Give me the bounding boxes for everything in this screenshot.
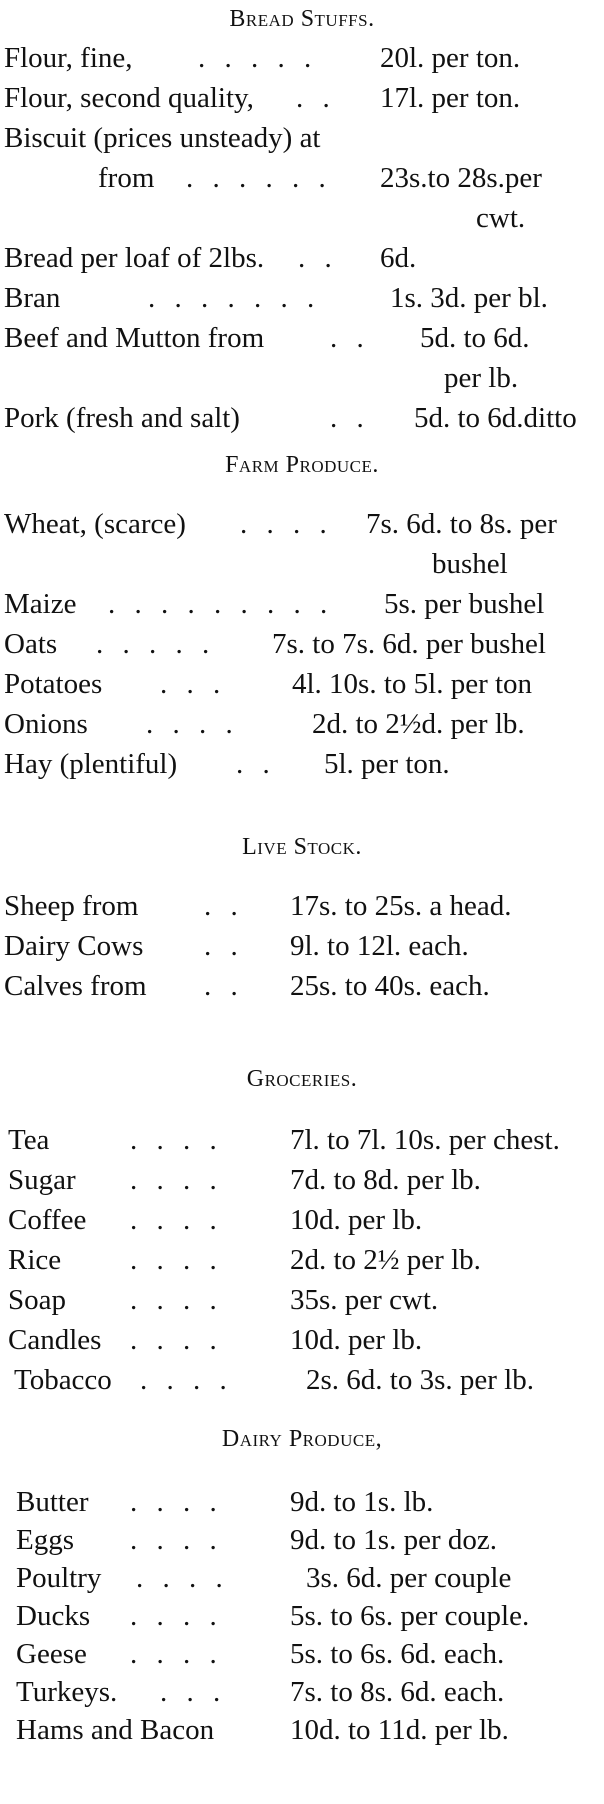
item-price: 3s. 6d. per couple <box>306 1562 512 1594</box>
price-row <box>0 398 604 438</box>
item-price: 7s. to 7s. 6d. per bushel <box>272 628 546 660</box>
item-price: 9l. to 12l. each. <box>290 930 469 962</box>
item-name: Oats <box>4 628 58 660</box>
item-name: Soap <box>8 1284 66 1316</box>
price-row <box>0 584 604 624</box>
price-row <box>0 158 604 238</box>
section-groceries <box>0 1060 604 1400</box>
price-row <box>0 118 604 158</box>
price-row <box>0 704 604 744</box>
price-row <box>0 78 604 118</box>
price-row <box>0 38 604 78</box>
item-price: 1s. 3d. per bl. <box>390 282 548 314</box>
section-heading: Live Stock. <box>242 834 362 860</box>
item-price: 9d. to 1s. lb. <box>290 1486 434 1518</box>
item-price: 5d. to 6d.ditto <box>414 402 577 434</box>
item-name: Coffee <box>8 1204 87 1236</box>
item-name: Candles <box>8 1324 102 1356</box>
item-name: Bread per loaf of 2lbs. <box>4 242 265 274</box>
leader-dots: . . . . <box>130 1284 223 1316</box>
price-row <box>0 1558 604 1596</box>
item-price: 35s. per cwt. <box>290 1284 439 1316</box>
price-row <box>0 1596 604 1634</box>
item-name: Tea <box>8 1124 50 1156</box>
price-row <box>0 1360 604 1400</box>
item-name: Wheat, (scarce) <box>4 508 186 540</box>
leader-dots: . . . . <box>130 1324 223 1356</box>
item-price: 2d. to 2½ per lb. <box>290 1244 481 1276</box>
price-row <box>0 504 604 584</box>
item-price: 9d. to 1s. per doz. <box>290 1524 497 1556</box>
item-name: Eggs <box>16 1524 74 1556</box>
price-row <box>0 318 604 398</box>
price-row <box>0 1634 604 1672</box>
price-row <box>0 926 604 966</box>
price-row <box>0 1482 604 1520</box>
item-price: 20l. per ton. <box>380 42 521 74</box>
leader-dots: . . <box>204 970 244 1002</box>
item-name: Butter <box>16 1486 89 1518</box>
leader-dots: . . . <box>160 1676 227 1708</box>
price-row <box>0 1200 604 1240</box>
item-price: 23s.to 28s.per <box>380 162 542 194</box>
leader-dots: . . . . <box>146 708 239 740</box>
leader-dots: . . . . <box>130 1524 223 1556</box>
leader-dots: . . . . <box>140 1364 233 1396</box>
leader-dots: . . <box>298 242 338 274</box>
item-price-continued: per lb. <box>444 362 519 394</box>
section-farm-produce <box>0 446 604 784</box>
leader-dots: . . <box>204 890 244 922</box>
leader-dots: . . . . <box>130 1600 223 1632</box>
item-price: 6d. <box>380 242 417 274</box>
leader-dots: . . <box>204 930 244 962</box>
item-price: 7d. to 8d. per lb. <box>290 1164 481 1196</box>
price-row <box>0 1710 604 1748</box>
item-name: Maize <box>4 588 77 620</box>
item-name: Turkeys. <box>16 1676 118 1708</box>
leader-dots: . . . . . . <box>186 162 332 194</box>
item-name: Rice <box>8 1244 62 1276</box>
price-row <box>0 1240 604 1280</box>
item-price: 10d. to 11d. per lb. <box>290 1714 509 1746</box>
price-row <box>0 664 604 704</box>
price-row <box>0 624 604 664</box>
item-price: 5s. per bushel <box>384 588 545 620</box>
section-live-stock <box>0 828 604 1006</box>
section-heading: Bread Stuffs. <box>229 6 375 32</box>
item-name: Dairy Cows <box>4 930 144 962</box>
item-price: 17s. to 25s. a head. <box>290 890 512 922</box>
item-name: Hay (plentiful) <box>4 748 178 780</box>
item-price: 10d. per lb. <box>290 1204 423 1236</box>
leader-dots: . . . . <box>130 1638 223 1670</box>
leader-dots: . . <box>296 82 336 114</box>
section-heading: Groceries. <box>246 1066 358 1092</box>
price-row <box>0 966 604 1006</box>
leader-dots: . . <box>236 748 276 780</box>
price-row <box>0 1320 604 1360</box>
price-row <box>0 1520 604 1558</box>
section-bread-stuffs <box>0 0 604 438</box>
item-price: 2d. to 2½d. per lb. <box>312 708 525 740</box>
item-name: Pork (fresh and salt) <box>4 402 240 434</box>
item-price: 5l. per ton. <box>324 748 450 780</box>
item-price: 4l. 10s. to 5l. per ton <box>292 668 533 700</box>
section-dairy-produce <box>0 1420 604 1748</box>
item-price: 25s. to 40s. each. <box>290 970 490 1002</box>
item-price-continued: cwt. <box>476 202 526 234</box>
item-price: 10d. per lb. <box>290 1324 423 1356</box>
item-name: Calves from <box>4 970 147 1002</box>
leader-dots: . . . . . . . . . <box>108 588 334 620</box>
price-row <box>0 744 604 784</box>
price-row <box>0 238 604 278</box>
item-price: 7l. to 7l. 10s. per chest. <box>290 1124 560 1156</box>
item-name: Hams and Bacon <box>16 1714 215 1746</box>
leader-dots: . . . . <box>130 1204 223 1236</box>
price-row <box>0 278 604 318</box>
leader-dots: . . . . <box>240 508 333 540</box>
item-name: Tobacco <box>14 1364 112 1396</box>
price-row <box>0 1280 604 1320</box>
item-name: Onions <box>4 708 88 740</box>
price-row <box>0 1160 604 1200</box>
leader-dots: . . . . . . . <box>148 282 321 314</box>
item-name: Poultry <box>16 1562 102 1594</box>
item-name: Biscuit (prices unsteady) at <box>4 122 321 154</box>
item-name: Potatoes <box>4 668 103 700</box>
item-price-continued: bushel <box>432 548 508 580</box>
leader-dots: . . . . <box>130 1164 223 1196</box>
leader-dots: . . . . <box>136 1562 229 1594</box>
section-heading: Farm Produce. <box>225 452 379 478</box>
leader-dots: . . <box>330 402 370 434</box>
item-price: 2s. 6d. to 3s. per lb. <box>306 1364 534 1396</box>
item-name: Sugar <box>8 1164 76 1196</box>
leader-dots: . . . . . <box>198 42 318 74</box>
item-name: Flour, fine, <box>4 42 133 74</box>
leader-dots: . . . . . <box>96 628 216 660</box>
leader-dots: . . <box>330 322 370 354</box>
item-name: from <box>98 162 155 194</box>
item-name: Sheep from <box>4 890 139 922</box>
item-price: 7s. 6d. to 8s. per <box>366 508 557 540</box>
leader-dots: . . . . <box>130 1244 223 1276</box>
section-heading: Dairy Produce, <box>221 1426 383 1452</box>
price-row <box>0 1120 604 1160</box>
item-price: 5s. to 6s. per couple. <box>290 1600 530 1632</box>
item-name: Bran <box>4 282 61 314</box>
item-name: Beef and Mutton from <box>4 322 265 354</box>
leader-dots: . . . . <box>130 1486 223 1518</box>
item-name: Geese <box>16 1638 87 1670</box>
leader-dots: . . . <box>160 668 227 700</box>
item-price: 5d. to 6d. <box>420 322 530 354</box>
item-price: 5s. to 6s. 6d. each. <box>290 1638 505 1670</box>
item-name: Flour, second quality, <box>4 82 254 114</box>
price-row <box>0 886 604 926</box>
leader-dots: . . . . <box>130 1124 223 1156</box>
item-name: Ducks <box>16 1600 91 1632</box>
item-price: 7s. to 8s. 6d. each. <box>290 1676 505 1708</box>
price-row <box>0 1672 604 1710</box>
item-price: 17l. per ton. <box>380 82 521 114</box>
